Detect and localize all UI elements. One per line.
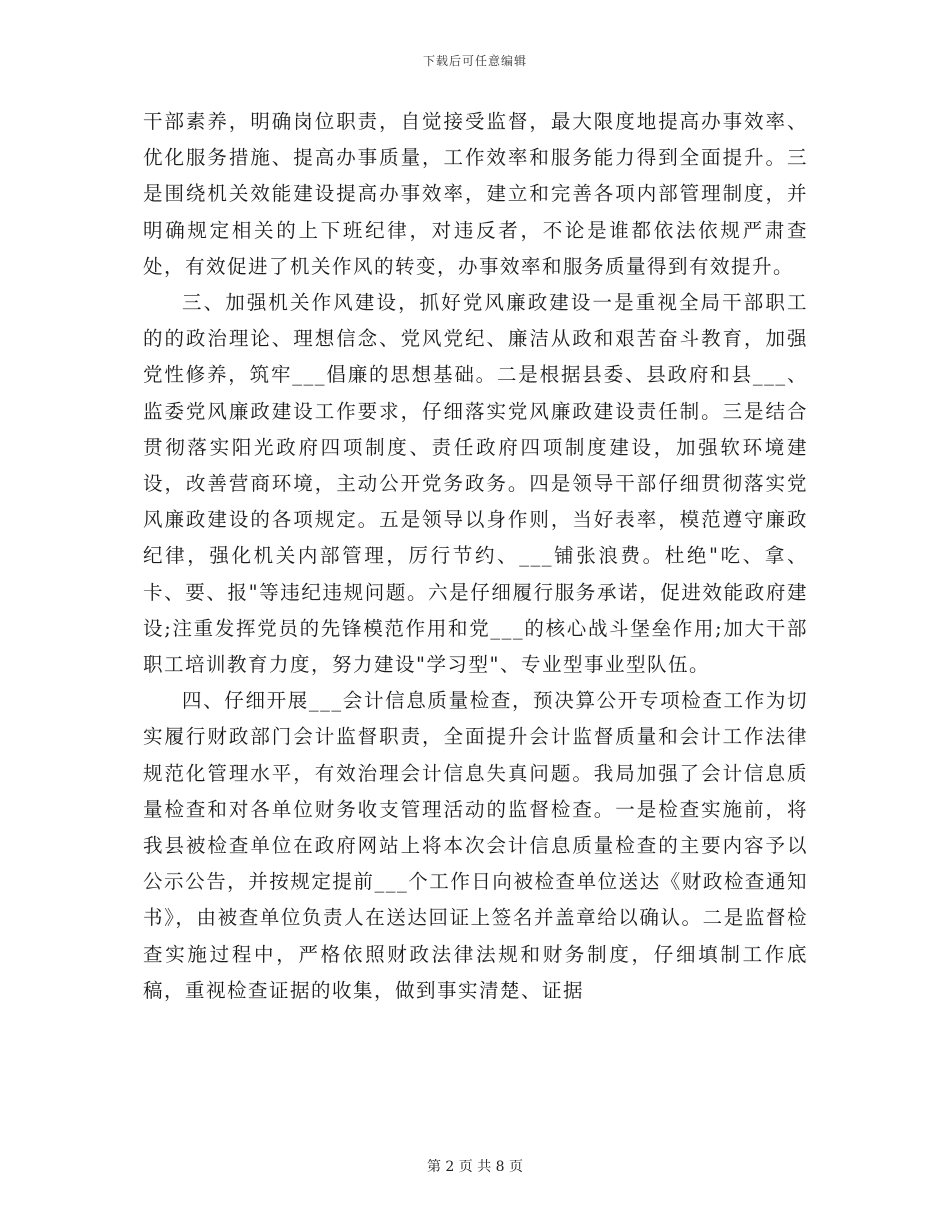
paragraph: 四、仔细开展___会计信息质量检查，预决算公开专项检查工作为切实履行财政部门会计监督职责，全面提升会计监督质量和会计工作法律规范化管理水平，有效治理会计信息失真问题。我局加强了会计信息质量检查和对各单位财务收支管理活动的监督检查。一是检查实施前，将我县被检查单位在政府网站上将本次会计信息质量检查的主要内容予以公示公告，并按规定提前___个工作日向被检查单位送达《财政检查通知书》，由被查单位负责人在送达回证上签名并盖章给以确认。二是监督检查实施过程中，严格依照财政法律法规和财务制度，仔细填制工作底稿，重视检查证据的收集，做到事实清楚、证据 [143, 689, 808, 1002]
document-body [143, 104, 808, 1009]
page-header: 下载后可任意编辑 [422, 54, 527, 68]
page-footer: 第 2 页 共 8 页 [426, 1159, 524, 1175]
paragraph: 干部素养，明确岗位职责，自觉接受监督，最大限度地提高办事效率、优化服务措施、提高办事质量，工作效率和服务能力得到全面提升。三是围绕机关效能建设提高办事效率，建立和完善各项内部管理制度，并明确规定相关的上下班纪律，对违反者，不论是谁都依法依规严肃查处，有效促进了机关作风的转变，办事效率和服务质量得到有效提升。 [143, 110, 808, 278]
paragraph: 三、加强机关作风建设，抓好党风廉政建设一是重视全局干部职工的的政治理论、理想信念、党风党纪、廉洁从政和艰苦奋斗教育，加强党性修养，筑牢___倡廉的思想基础。二是根据县委、县政府和县___、监委党风廉政建设工作要求，仔细落实党风廉政建设责任制。三是结合贯彻落实阳光政府四项制度、责任政府四项制度建设，加强软环境建设，改善营商环境，主动公开党务政务。四是领导干部仔细贯彻落实党风廉政建设的各项规定。五是领导以身作则，当好表率，模范遵守廉政纪律，强化机关内部管理，厉行节约、___铺张浪费。杜绝"吃、拿、卡、要、报"等违纪违规问题。六是仔细履行服务承诺，促进效能政府建设;注重发挥党员的先锋模范作用和党___的核心战斗堡垒作用;加大干部职工培训教育力度，努力建设"学习型"、专业型事业型队伍。 [143, 291, 808, 677]
